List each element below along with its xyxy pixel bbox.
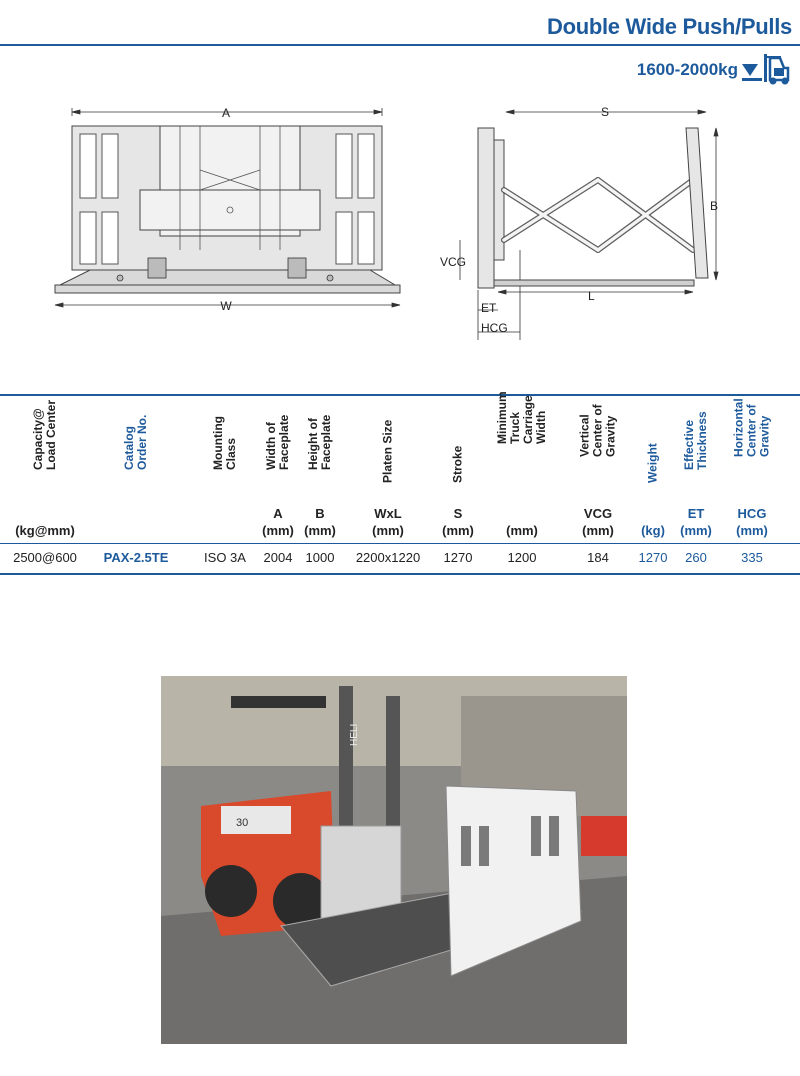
column-header [358, 400, 418, 496]
column-unit: HCG (mm) [736, 506, 768, 538]
column-unit: (kg) [641, 523, 665, 538]
title-divider [0, 44, 800, 46]
capacity-range: 1600-2000kg [636, 60, 738, 79]
dimension-l-label: L [588, 289, 595, 303]
table-cell: 1270 [443, 550, 473, 565]
table-cell: 2200x1220 [355, 550, 421, 565]
column-header-label: Catalog Order No. [122, 414, 149, 470]
column-unit: VCG (mm) [582, 506, 614, 538]
table-header-rule [0, 543, 800, 544]
table-cell: 1270 [638, 550, 668, 565]
column-header-label: Horizontal Center of Gravity [731, 398, 772, 457]
column-unit: (mm) [506, 523, 538, 538]
truck-model-badge: 30 [236, 817, 249, 829]
column-header [666, 400, 726, 496]
column-unit: S (mm) [442, 506, 474, 538]
forklift-photo [161, 676, 627, 1044]
column-header [568, 400, 628, 496]
column-header [492, 391, 552, 496]
table-cell: 2500@600 [13, 550, 77, 565]
dimension-hcg-label: HCG [481, 321, 508, 335]
column-unit: WxL (mm) [372, 506, 404, 538]
dimension-a-label: A [221, 106, 231, 120]
table-bottom-rule [0, 573, 800, 575]
column-header-label: Stroke [450, 445, 465, 483]
front-view-drawing [50, 100, 410, 315]
table-cell: 184 [587, 550, 609, 565]
table-cell: 335 [741, 550, 763, 565]
table-cell: PAX-2.5TE [103, 550, 169, 565]
column-header-label: Minimum Truck Carriage Width [495, 391, 548, 444]
dimension-b-label: B [710, 199, 719, 213]
side-view-drawing [438, 100, 738, 345]
page-title: Double Wide Push/Pulls [546, 14, 792, 39]
dimension-w-label: W [220, 299, 232, 313]
table-cell: 260 [685, 550, 707, 565]
column-header-label: Mounting Class [211, 416, 238, 470]
column-unit: ET (mm) [680, 506, 712, 538]
column-unit: B (mm) [304, 506, 336, 538]
dimension-vcg-label: VCG [440, 255, 467, 269]
column-unit: A (mm) [262, 506, 294, 538]
column-header [106, 400, 166, 496]
column-header-label: Width of Faceplate [264, 414, 291, 470]
table-cell: 1000 [305, 550, 335, 565]
dimension-et-label: ET [481, 301, 497, 315]
column-header [195, 400, 255, 496]
column-header-label: Height of Faceplate [306, 414, 333, 470]
column-header [15, 400, 75, 496]
forklift-icon [740, 50, 792, 86]
column-header-label: Capacity@ Load Center [31, 399, 58, 470]
column-header-label: Vertical Center of Gravity [577, 404, 618, 457]
column-header-label: Platen Size [380, 419, 395, 483]
column-header-label: Effective Thickness [682, 411, 709, 470]
truck-brand-badge: HELI [349, 723, 360, 746]
table-cell: ISO 3A [204, 550, 246, 565]
dimension-s-label: S [600, 105, 610, 119]
column-unit: (kg@mm) [15, 523, 75, 538]
column-header [290, 400, 350, 496]
column-header-label: Weight [645, 443, 660, 483]
table-cell: 2004 [263, 550, 293, 565]
column-header [722, 400, 782, 496]
table-top-rule [0, 394, 800, 396]
column-header [428, 400, 488, 496]
table-cell: 1200 [507, 550, 537, 565]
